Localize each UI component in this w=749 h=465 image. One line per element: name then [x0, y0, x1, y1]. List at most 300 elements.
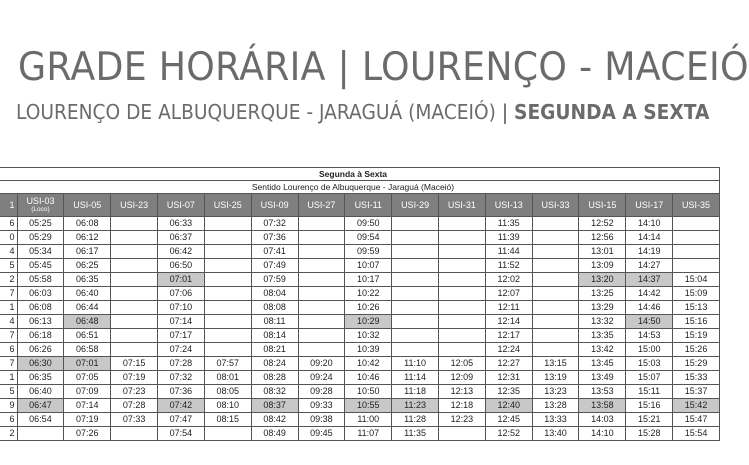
time-cell	[438, 245, 485, 259]
time-cell	[438, 329, 485, 343]
time-cell: 13:42	[579, 343, 626, 357]
time-cell: 08:32	[251, 385, 298, 399]
time-cell: 2	[0, 273, 17, 287]
time-cell: 11:35	[392, 427, 439, 441]
time-cell: 6	[0, 343, 17, 357]
time-cell: 07:19	[111, 371, 158, 385]
time-cell	[204, 231, 251, 245]
time-cell	[392, 301, 439, 315]
time-cell: 12:02	[485, 273, 532, 287]
time-cell	[111, 427, 158, 441]
time-cell: 07:15	[111, 357, 158, 371]
time-cell: 06:30	[17, 357, 64, 371]
time-cell	[673, 217, 720, 231]
time-cell: 08:37	[251, 399, 298, 413]
time-cell	[532, 315, 579, 329]
time-cell	[111, 231, 158, 245]
time-cell: 09:45	[298, 427, 345, 441]
time-cell: 06:33	[158, 217, 205, 231]
time-cell: 15:03	[626, 357, 673, 371]
time-cell: 12:18	[438, 399, 485, 413]
time-cell: 13:33	[532, 413, 579, 427]
table-row	[0, 371, 720, 385]
time-cell	[532, 343, 579, 357]
time-cell: 07:26	[64, 427, 111, 441]
time-cell	[673, 231, 720, 245]
time-cell	[298, 245, 345, 259]
time-cell	[298, 301, 345, 315]
column-header-label: USI-07	[166, 200, 195, 210]
time-cell: 07:23	[111, 385, 158, 399]
time-cell: 08:10	[204, 399, 251, 413]
column-header	[673, 194, 720, 217]
time-cell: 14:50	[626, 315, 673, 329]
time-cell	[111, 273, 158, 287]
route-name: LOURENÇO DE ALBUQUERQUE - JARAGUÁ (MACEIÓ)	[16, 100, 496, 124]
time-cell: 08:21	[251, 343, 298, 357]
column-header-label: USI-09	[260, 200, 289, 210]
time-cell: 11:35	[485, 217, 532, 231]
time-cell: 06:54	[17, 413, 64, 427]
time-cell: 06:08	[17, 301, 64, 315]
time-cell: 11:00	[345, 413, 392, 427]
time-cell: 5	[0, 385, 17, 399]
time-cell: 06:18	[17, 329, 64, 343]
time-cell: 09:20	[298, 357, 345, 371]
time-cell	[438, 217, 485, 231]
table-row	[0, 217, 720, 231]
time-cell: 14:46	[626, 301, 673, 315]
time-cell: 13:45	[579, 357, 626, 371]
time-cell	[204, 315, 251, 329]
time-cell: 11:39	[485, 231, 532, 245]
time-cell	[392, 343, 439, 357]
column-header-row	[0, 194, 720, 217]
time-cell: 7	[0, 329, 17, 343]
time-cell: 12:24	[485, 343, 532, 357]
time-cell: 14:14	[626, 231, 673, 245]
time-cell: 09:38	[298, 413, 345, 427]
time-cell: 13:40	[532, 427, 579, 441]
time-cell: 10:55	[345, 399, 392, 413]
time-cell: 07:33	[111, 413, 158, 427]
time-cell: 12:52	[485, 427, 532, 441]
time-cell: 07:14	[158, 315, 205, 329]
page-title: GRADE HORÁRIA | LOURENÇO - MACEIÓ	[18, 45, 749, 90]
time-cell: 10:22	[345, 287, 392, 301]
service-days: SEGUNDA A SEXTA	[514, 100, 710, 124]
time-cell: 2	[0, 427, 17, 441]
time-cell: 06:58	[64, 343, 111, 357]
time-cell: 12:52	[579, 217, 626, 231]
time-cell: 12:23	[438, 413, 485, 427]
column-header-label: USI-11	[354, 200, 382, 210]
time-cell	[111, 301, 158, 315]
time-cell: 09:33	[298, 399, 345, 413]
time-cell: 10:42	[345, 357, 392, 371]
time-cell: 15:00	[626, 343, 673, 357]
time-cell: 08:42	[251, 413, 298, 427]
time-cell: 15:21	[626, 413, 673, 427]
column-header-label: USI-05	[73, 200, 102, 210]
time-cell: 13:19	[532, 371, 579, 385]
time-cell: 13:01	[579, 245, 626, 259]
column-header	[438, 194, 485, 217]
time-cell: 12:11	[485, 301, 532, 315]
column-header	[626, 194, 673, 217]
time-cell	[438, 343, 485, 357]
time-cell: 07:59	[251, 273, 298, 287]
time-cell: 06:35	[64, 273, 111, 287]
table-row	[0, 343, 720, 357]
time-cell: 9	[0, 399, 17, 413]
time-cell	[673, 245, 720, 259]
time-cell: 06:03	[17, 287, 64, 301]
time-cell: 11:28	[392, 413, 439, 427]
time-cell: 06:26	[17, 343, 64, 357]
column-header	[485, 194, 532, 217]
time-cell: 15:11	[626, 385, 673, 399]
time-cell	[298, 329, 345, 343]
time-cell	[392, 329, 439, 343]
header-days: Segunda à Sexta	[0, 168, 720, 181]
time-cell	[532, 245, 579, 259]
time-cell: 07:42	[158, 399, 205, 413]
timetable-body	[0, 168, 720, 441]
time-cell	[438, 231, 485, 245]
column-header	[0, 194, 17, 217]
column-header-label: USI-35	[682, 200, 711, 210]
timetable	[0, 167, 720, 441]
time-cell: 13:35	[579, 329, 626, 343]
column-header-label: USI-33	[541, 200, 570, 210]
time-cell: 07:17	[158, 329, 205, 343]
time-cell: 15:26	[673, 343, 720, 357]
time-cell	[673, 259, 720, 273]
column-header	[251, 194, 298, 217]
time-cell	[298, 231, 345, 245]
time-cell: 05:25	[17, 217, 64, 231]
time-cell: 06:40	[17, 385, 64, 399]
time-cell: 15:16	[673, 315, 720, 329]
time-cell	[392, 259, 439, 273]
time-cell: 09:54	[345, 231, 392, 245]
column-header-label: USI-29	[401, 200, 430, 210]
time-cell: 10:46	[345, 371, 392, 385]
time-cell	[204, 427, 251, 441]
time-cell: 07:10	[158, 301, 205, 315]
time-cell: 12:07	[485, 287, 532, 301]
table-row	[0, 301, 720, 315]
time-cell: 12:35	[485, 385, 532, 399]
time-cell: 10:17	[345, 273, 392, 287]
column-header	[204, 194, 251, 217]
time-cell: 13:49	[579, 371, 626, 385]
time-cell: 10:07	[345, 259, 392, 273]
time-cell	[204, 217, 251, 231]
time-cell: 07:09	[64, 385, 111, 399]
time-cell: 08:49	[251, 427, 298, 441]
table-row	[0, 399, 720, 413]
time-cell: 06:47	[17, 399, 64, 413]
time-cell: 15:16	[626, 399, 673, 413]
time-cell: 08:24	[251, 357, 298, 371]
time-cell: 06:13	[17, 315, 64, 329]
column-header	[111, 194, 158, 217]
time-cell: 05:34	[17, 245, 64, 259]
time-cell: 12:17	[485, 329, 532, 343]
time-cell: 15:33	[673, 371, 720, 385]
time-cell: 07:28	[158, 357, 205, 371]
time-cell	[438, 287, 485, 301]
column-header	[298, 194, 345, 217]
time-cell: 15:54	[673, 427, 720, 441]
time-cell: 06:44	[64, 301, 111, 315]
time-cell	[204, 245, 251, 259]
time-cell	[438, 301, 485, 315]
time-cell: 15:29	[673, 357, 720, 371]
time-cell	[392, 273, 439, 287]
time-cell: 12:14	[485, 315, 532, 329]
time-cell	[111, 329, 158, 343]
time-cell: 07:01	[158, 273, 205, 287]
header-direction-row	[0, 181, 720, 194]
time-cell	[111, 245, 158, 259]
table-row	[0, 315, 720, 329]
time-cell: 15:04	[673, 273, 720, 287]
time-cell: 05:29	[17, 231, 64, 245]
column-header	[345, 194, 392, 217]
time-cell	[204, 259, 251, 273]
time-cell	[111, 315, 158, 329]
time-cell: 07:32	[251, 217, 298, 231]
table-row	[0, 273, 720, 287]
time-cell: 12:09	[438, 371, 485, 385]
time-cell	[438, 315, 485, 329]
time-cell: 13:23	[532, 385, 579, 399]
time-cell: 08:11	[251, 315, 298, 329]
time-cell: 06:50	[158, 259, 205, 273]
time-cell	[111, 217, 158, 231]
time-cell: 08:05	[204, 385, 251, 399]
time-cell: 12:27	[485, 357, 532, 371]
time-cell: 07:24	[158, 343, 205, 357]
time-cell	[17, 427, 64, 441]
time-cell	[298, 217, 345, 231]
time-cell: 13:28	[532, 399, 579, 413]
time-cell: 11:18	[392, 385, 439, 399]
time-cell: 07:36	[158, 385, 205, 399]
time-cell	[532, 287, 579, 301]
time-cell: 07:49	[251, 259, 298, 273]
time-cell: 7	[0, 287, 17, 301]
time-cell: 06:08	[64, 217, 111, 231]
column-header	[17, 194, 64, 217]
time-cell	[298, 343, 345, 357]
time-cell	[111, 259, 158, 273]
time-cell	[392, 245, 439, 259]
time-cell: 12:05	[438, 357, 485, 371]
time-cell: 06:51	[64, 329, 111, 343]
time-cell	[204, 343, 251, 357]
time-cell	[298, 315, 345, 329]
time-cell	[392, 315, 439, 329]
time-cell: 11:14	[392, 371, 439, 385]
time-cell: 07:01	[64, 357, 111, 371]
time-cell: 07:36	[251, 231, 298, 245]
time-cell: 12:13	[438, 385, 485, 399]
table-row	[0, 329, 720, 343]
time-cell: 10:50	[345, 385, 392, 399]
column-header-label: 1	[9, 200, 15, 210]
time-cell: 14:19	[626, 245, 673, 259]
time-cell: 09:28	[298, 385, 345, 399]
column-header	[532, 194, 579, 217]
time-cell: 6	[0, 217, 17, 231]
time-cell	[298, 273, 345, 287]
time-cell: 15:13	[673, 301, 720, 315]
time-cell: 07:47	[158, 413, 205, 427]
time-cell	[204, 287, 251, 301]
time-cell	[298, 259, 345, 273]
column-header-label: USI-15	[588, 200, 617, 210]
time-cell: 07:41	[251, 245, 298, 259]
time-cell: 12:45	[485, 413, 532, 427]
time-cell: 15:09	[673, 287, 720, 301]
time-cell	[204, 329, 251, 343]
time-cell	[392, 287, 439, 301]
time-cell: 06:25	[64, 259, 111, 273]
table-row	[0, 245, 720, 259]
column-header-note: (Loco)	[31, 206, 50, 213]
time-cell: 06:12	[64, 231, 111, 245]
time-cell: 11:44	[485, 245, 532, 259]
time-cell: 06:37	[158, 231, 205, 245]
time-cell: 05:45	[17, 259, 64, 273]
time-cell: 06:17	[64, 245, 111, 259]
time-cell: 07:57	[204, 357, 251, 371]
time-cell: 15:37	[673, 385, 720, 399]
time-cell	[532, 273, 579, 287]
time-cell: 12:56	[579, 231, 626, 245]
time-cell: 07:14	[64, 399, 111, 413]
header-days-row	[0, 168, 720, 181]
time-cell: 07:28	[111, 399, 158, 413]
time-cell: 11:07	[345, 427, 392, 441]
time-cell: 12:31	[485, 371, 532, 385]
column-header-label: USI-25	[213, 200, 242, 210]
time-cell: 15:19	[673, 329, 720, 343]
table-row	[0, 385, 720, 399]
time-cell: 14:10	[579, 427, 626, 441]
time-cell: 13:53	[579, 385, 626, 399]
time-cell: 07:05	[64, 371, 111, 385]
time-cell	[532, 329, 579, 343]
time-cell: 5	[0, 259, 17, 273]
column-header-label: USI-13	[494, 200, 523, 210]
time-cell	[204, 273, 251, 287]
table-row	[0, 259, 720, 273]
time-cell: 14:03	[579, 413, 626, 427]
subtitle-separator: |	[501, 100, 509, 124]
time-cell: 11:10	[392, 357, 439, 371]
time-cell	[532, 231, 579, 245]
table-row	[0, 413, 720, 427]
time-cell: 08:01	[204, 371, 251, 385]
time-cell: 05:58	[17, 273, 64, 287]
column-header	[158, 194, 205, 217]
time-cell	[392, 217, 439, 231]
time-cell: 7	[0, 357, 17, 371]
table-row	[0, 231, 720, 245]
table-row	[0, 357, 720, 371]
time-cell: 14:10	[626, 217, 673, 231]
column-header	[392, 194, 439, 217]
column-header-label: USI-27	[307, 200, 336, 210]
column-header-label: USI-23	[120, 200, 149, 210]
time-cell: 4	[0, 245, 17, 259]
time-cell: 10:26	[345, 301, 392, 315]
time-cell: 1	[0, 301, 17, 315]
time-cell	[438, 273, 485, 287]
time-cell: 6	[0, 413, 17, 427]
time-cell: 14:42	[626, 287, 673, 301]
time-cell: 10:32	[345, 329, 392, 343]
time-cell: 15:47	[673, 413, 720, 427]
time-cell: 09:50	[345, 217, 392, 231]
time-cell: 13:20	[579, 273, 626, 287]
timetable-container	[0, 167, 711, 465]
time-cell: 0	[0, 231, 17, 245]
time-cell: 1	[0, 371, 17, 385]
time-cell: 13:09	[579, 259, 626, 273]
time-cell	[532, 259, 579, 273]
time-cell	[111, 287, 158, 301]
time-cell: 11:52	[485, 259, 532, 273]
time-cell	[392, 231, 439, 245]
time-cell: 06:42	[158, 245, 205, 259]
time-cell: 13:15	[532, 357, 579, 371]
time-cell: 13:25	[579, 287, 626, 301]
time-cell: 11:23	[392, 399, 439, 413]
table-row	[0, 287, 720, 301]
time-cell: 10:29	[345, 315, 392, 329]
time-cell: 14:27	[626, 259, 673, 273]
time-cell: 14:53	[626, 329, 673, 343]
time-cell	[204, 301, 251, 315]
time-cell: 14:37	[626, 273, 673, 287]
time-cell: 08:08	[251, 301, 298, 315]
table-row	[0, 427, 720, 441]
time-cell: 08:04	[251, 287, 298, 301]
time-cell: 06:40	[64, 287, 111, 301]
column-header	[579, 194, 626, 217]
time-cell: 15:28	[626, 427, 673, 441]
column-header-label: USI-03	[26, 196, 55, 206]
time-cell: 07:54	[158, 427, 205, 441]
time-cell: 15:07	[626, 371, 673, 385]
time-cell: 08:14	[251, 329, 298, 343]
time-cell	[111, 343, 158, 357]
time-cell: 10:39	[345, 343, 392, 357]
time-cell: 4	[0, 315, 17, 329]
time-cell: 08:28	[251, 371, 298, 385]
column-header-label: USI-17	[635, 200, 664, 210]
column-header	[64, 194, 111, 217]
time-cell: 15:42	[673, 399, 720, 413]
time-cell: 06:35	[17, 371, 64, 385]
time-cell: 08:15	[204, 413, 251, 427]
